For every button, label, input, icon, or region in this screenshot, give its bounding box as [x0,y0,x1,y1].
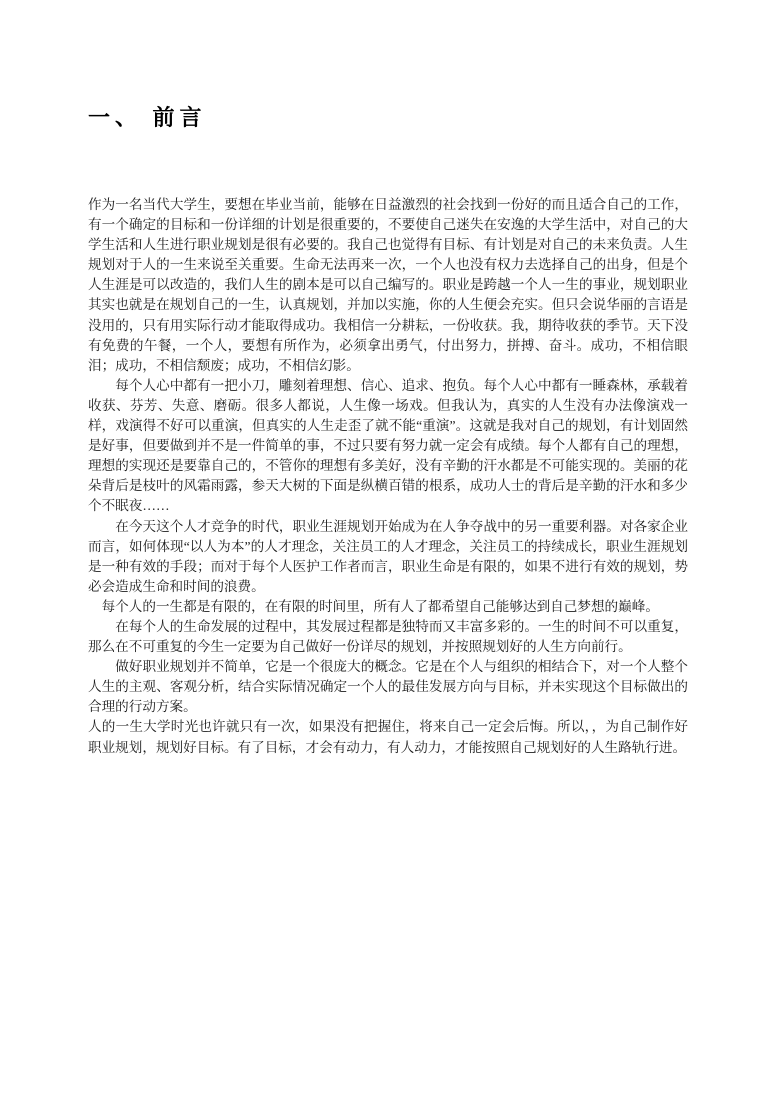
document-content [88,0,688,758]
body-paragraph: 作为一名当代大学生，要想在毕业当前，能够在日益激烈的社会找到一份好的而且适合自己的工作，有一个确定的目标和一份详细的计划是很重要的，不要使自己迷失在安逸的大学生活中，对自己的大学生活和人生进行职业规划是很有必要的。我自己也觉得有目标、有计划是对自己的未来负责。人生规划对于人的一生来说至关重要。生命无法再来一次，一个人也没有权力去选择自己的出身，但是个人生涯是可以改造的，我们人生的剧本是可以自己编写的。职业是跨越一个人一生的事业，规划职业其实也就是在规划自己的一生，认真规划，并加以实施，你的人生便会充实。但只会说华丽的言语是没用的，只有用实际行动才能取得成功。我相信一分耕耘，一份收获。我，期待收获的季节。天下没有免费的午餐，一个人，要想有所作为，必须拿出勇气，付出努力，拼搏、奋斗。成功，不相信眼泪；成功，不相信颓废；成功，不相信幻影。 [88,197,688,373]
body-paragraph: 在今天这个人才竞争的时代，职业生涯规划开始成为在人争夺战中的另一重要利器。对各家企业而言，如何体现“以人为本”的人才理念，关注员工的人才理念，关注员工的持续成长，职业生涯规划是一种有效的手段；而对于每个人医护工作者而言，职业生命是有限的，如果不进行有效的规划，势必会造成生命和时间的浪费。 [88,518,688,594]
body-text [88,195,688,758]
section-heading: 一、 前言 [88,105,207,130]
body-paragraph: 每个人心中都有一把小刀，雕刻着理想、信心、追求、抱负。每个人心中都有一睡森林，承载着收获、芬芳、失意、磨砺。很多人都说，人生像一场戏。但我认为，真实的人生没有办法像演戏一样，戏演得不好可以重演，但真实的人生走歪了就不能“重演”。这就是我对自己的规划，有计划固然是好事，但要做到并不是一件简单的事，不过只要有努力就一定会有成绩。每个人都有自己的理想，理想的实现还是要靠自己的，不管你的理想有多美好，没有辛勤的汗水都是不可能实现的。美丽的花朵背后是枝叶的风霜雨露，参天大树的下面是纵横百错的根系，成功人士的背后是辛勤的汗水和多少个不眠夜…… [88,377,688,514]
body-paragraph: 人的一生大学时光也许就只有一次，如果没有把握住，将来自己一定会后悔。所以，，为自己制作好职业规划，规划好目标。有了目标，才会有动力，有人动力，才能按照自己规划好的人生路轨行进。 [88,719,688,755]
body-paragraph: 做好职业规划并不简单，它是一个很庞大的概念。它是在个人与组织的相结合下，对一个人整个人生的主观、客观分析，结合实际情况确定一个人的最佳发展方向与目标，并未实现这个目标做出的合理的行动方案。 [88,659,688,715]
body-paragraph: 每个人的一生都是有限的，在有限的时间里，所有人了都希望自己能够达到自己梦想的巅峰。 [101,598,659,614]
body-paragraph: 在每个人的生命发展的过程中，其发展过程都是独特而又丰富多彩的。一生的时间不可以重复，那么在不可重复的今生一定要为自己做好一份详尽的规划，并按照规划好的人生方向前行。 [88,618,688,655]
